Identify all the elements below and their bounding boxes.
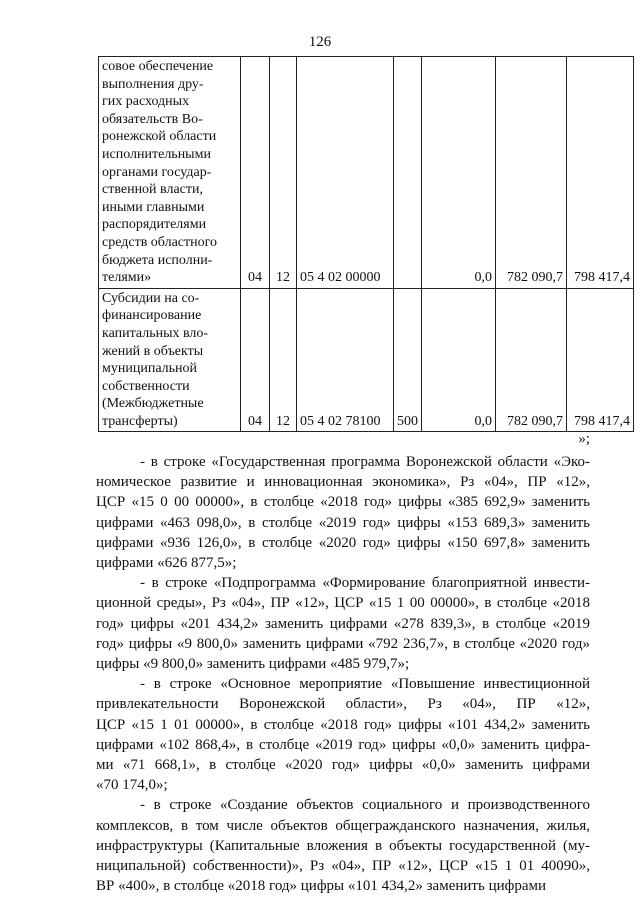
page-number: 126	[308, 34, 332, 50]
closing-quote: »;	[578, 431, 590, 447]
text-line: цифрами «463 098,0», в столбце «2019 год» цифры «153 689,3» заменить	[96, 514, 590, 531]
cell-2018: 0,0	[422, 288, 496, 432]
name-line: обязательств Во-	[102, 111, 203, 127]
table-row	[99, 288, 634, 432]
text-line: цифрами «936 126,0», в столбце «2020 год» цифры «150 697,8» заменить	[96, 534, 590, 551]
name-line: исполнительными	[102, 146, 211, 162]
text-line: привлекательности Воронежской области», Рз «04», ПР «12»,	[96, 696, 590, 713]
cell-2020: 798 417,4	[567, 57, 634, 289]
name-line: муниципальной	[102, 361, 198, 377]
text-line: «70 174,0»;	[96, 777, 168, 794]
cell-csr: 05 4 02 00000	[297, 57, 394, 289]
cell-csr: 05 4 02 78100	[297, 288, 394, 432]
amendment-text	[96, 452, 590, 896]
name-line: гих расходных	[102, 94, 190, 110]
name-line: трансферты)	[102, 413, 178, 429]
text-line: ЦСР «15 0 00 00000», в столбце «2018 год» цифры «385 692,9» заменить	[96, 494, 590, 511]
text-line: год» цифры «201 434,2» заменить цифрами «278 839,3», в столбце «2019	[96, 615, 590, 632]
cell-2019: 782 090,7	[496, 288, 567, 432]
cell-pr: 12	[270, 57, 297, 289]
text-line: - в строке «Создание объектов социального и производственного	[140, 797, 590, 814]
cell-2019: 782 090,7	[496, 57, 567, 289]
text-line: год» цифры «9 800,0» заменить цифрами «792 236,7», в столбце «2020 год»	[96, 635, 590, 652]
text-line: ниципальной) собственности)», Рз «04», ПР «12», ЦСР «15 1 01 40090»,	[96, 858, 590, 875]
text-line: цифрами «102 868,4», в столбце «2019 год» цифры «0,0» заменить цифра-	[96, 736, 590, 753]
text-line: - в строке «Подпрограмма «Формирование благоприятной инвести-	[140, 575, 590, 592]
text-line: - в строке «Основное мероприятие «Повышение инвестиционной	[140, 676, 590, 693]
text-line: комплексов, в том числе объектов общегражданского назначения, жилья,	[96, 817, 590, 834]
cell-pr: 12	[270, 288, 297, 432]
text-line: инфраструктуры (Капитальные вложения в объекты государственной (му-	[96, 837, 590, 854]
name-line: телями»	[102, 270, 152, 286]
name-line: бюджета исполни-	[102, 252, 213, 268]
text-line: ВР «400», в столбце «2018 год» цифры «101 434,2» заменить цифрами	[96, 878, 547, 895]
text-line: цифрами «626 877,5»;	[96, 555, 237, 572]
budget-table	[98, 56, 634, 432]
name-line: распорядителями	[102, 217, 207, 233]
name-line: капитальных вло-	[102, 325, 209, 341]
cell-name	[99, 57, 241, 289]
text-line: цифры «9 800,0» заменить цифрами «485 979,7»;	[96, 656, 410, 673]
cell-vr: 500	[394, 288, 422, 432]
text-line: - в строке «Государственная программа Воронежской области «Эко-	[140, 454, 590, 470]
text-line: ЦСР «15 1 01 00000», в столбце «2018 год» цифры «101 434,2» заменить	[96, 716, 590, 733]
name-line: Субсидии на со-	[102, 290, 200, 306]
name-line: ственной власти,	[102, 182, 204, 198]
cell-rz: 04	[241, 57, 270, 289]
name-line: выполнения дру-	[102, 76, 204, 92]
cell-name	[99, 288, 241, 432]
name-line: ронежской области	[102, 129, 217, 145]
name-line: (Межбюджетные	[102, 396, 204, 412]
name-line: финансирование	[102, 308, 202, 324]
cell-rz: 04	[241, 288, 270, 432]
text-line: номическое развитие и инновационная экономика», Рз «04», ПР «12»,	[96, 474, 590, 491]
text-line: ми «71 668,1», в столбце «2020 год» цифры «0,0» заменить цифрами	[96, 757, 590, 774]
name-line: совое обеспечение	[102, 59, 214, 74]
name-line: собственности	[102, 378, 190, 394]
name-line: жений в объекты	[102, 343, 204, 359]
cell-vr	[394, 57, 422, 289]
name-line: иными главными	[102, 199, 205, 215]
text-line: ционной среды», Рз «04», ПР «12», ЦСР «15 1 00 00000», в столбце «2018	[96, 595, 590, 612]
table-row	[99, 57, 634, 289]
cell-2020: 798 417,4	[567, 288, 634, 432]
cell-2018: 0,0	[422, 57, 496, 289]
name-line: органами государ-	[102, 164, 212, 180]
name-line: средств областного	[102, 234, 218, 250]
